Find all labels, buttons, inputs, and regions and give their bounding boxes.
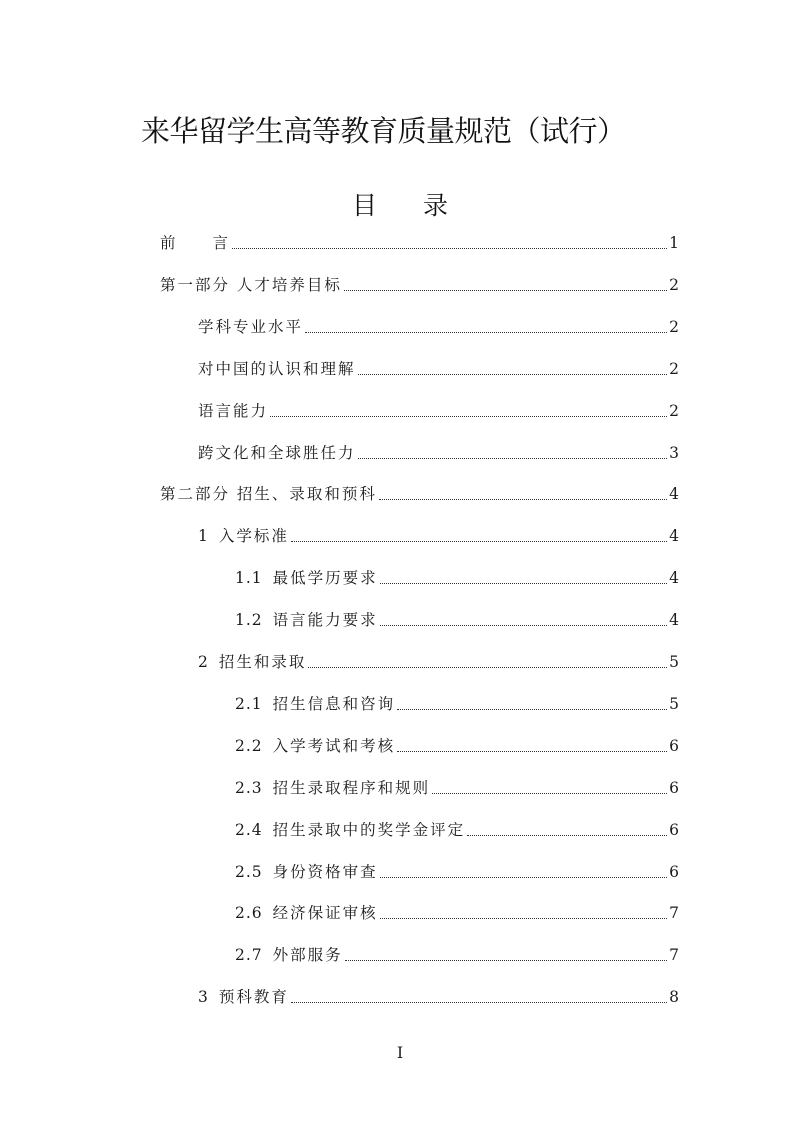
toc-entry[interactable]: [160, 483, 679, 505]
toc-entry-label: [235, 693, 395, 715]
toc-entry-number: 1.2: [235, 611, 263, 629]
toc-entry[interactable]: [235, 735, 679, 757]
toc-entry-text: 最低学历要求: [272, 569, 378, 587]
toc-dot-leader: [344, 289, 667, 291]
toc-entry[interactable]: [235, 609, 679, 631]
footer-page-number: I: [396, 1043, 404, 1062]
toc-entry-number: 2.1: [235, 695, 263, 713]
toc-entry[interactable]: [198, 525, 679, 547]
toc-entry-label: [198, 986, 289, 1008]
toc-dot-leader: [397, 750, 667, 752]
toc-entry-text: 对中国的认识和理解: [198, 360, 356, 378]
toc-entry-page: 4: [669, 527, 679, 545]
toc-entry-page: 3: [669, 444, 679, 462]
toc-entry-number: 1: [198, 527, 209, 545]
toc-dot-leader: [305, 331, 667, 333]
toc-entry-text: 外部服务: [272, 946, 343, 964]
toc-dot-leader: [380, 917, 667, 919]
toc-entry-number: 2.3: [235, 779, 263, 797]
toc-entry-page: 1: [669, 234, 679, 252]
toc-entry-page: 2: [669, 318, 679, 336]
toc-entry-page: 7: [669, 904, 679, 922]
toc-entry-label: [198, 442, 356, 464]
toc-entry-text: 语言能力: [198, 402, 269, 420]
toc-entry-label: [160, 274, 342, 296]
toc-dot-leader: [358, 457, 668, 459]
toc-entry-number: 2.2: [235, 737, 263, 755]
toc-entry-number: 2.5: [235, 863, 263, 881]
toc-entry-label: [198, 400, 268, 422]
toc-entry-text: 招生录取中的奖学金评定: [272, 821, 466, 839]
toc-entry[interactable]: [235, 944, 679, 966]
document-title: 来华留学生高等教育质量规范（试行）: [141, 114, 626, 148]
toc-entry-text: 跨文化和全球胜任力: [198, 444, 356, 462]
toc-entry[interactable]: [235, 902, 679, 924]
toc-entry-page: 2: [669, 402, 679, 420]
toc-dot-leader: [380, 876, 667, 878]
toc-dot-leader: [380, 582, 667, 584]
toc-entry-label: [235, 567, 378, 589]
toc-entry[interactable]: [160, 274, 679, 296]
toc-entry-page: 5: [669, 653, 679, 671]
toc-entry-page: 5: [669, 695, 679, 713]
toc-dot-leader: [291, 540, 667, 542]
toc-entry-number: 3: [198, 988, 209, 1006]
toc-entry-text: 前 言: [160, 234, 231, 252]
toc-entry-text: 招生和录取: [218, 653, 307, 671]
toc-entry[interactable]: [198, 358, 679, 380]
toc-entry-label: [235, 735, 395, 757]
toc-dot-leader: [358, 373, 668, 375]
toc-entry-number: 2.6: [235, 904, 263, 922]
toc-entry-label: [235, 609, 378, 631]
toc-entry-label: [198, 525, 289, 547]
toc-entry-number: 2.7: [235, 946, 263, 964]
toc-entry[interactable]: [235, 693, 679, 715]
toc-entry-page: 4: [669, 485, 679, 503]
toc-entry-label: [235, 819, 465, 841]
toc-dot-leader: [291, 1001, 667, 1003]
toc-entry-page: 6: [669, 821, 679, 839]
toc-heading: 目 录: [352, 191, 448, 220]
toc-dot-leader: [380, 624, 667, 626]
toc-entry[interactable]: [198, 651, 679, 673]
toc-entry-text: 身份资格审查: [272, 863, 378, 881]
toc-dot-leader: [379, 498, 667, 500]
toc-entry-page: 6: [669, 737, 679, 755]
toc-entry-number: 2.4: [235, 821, 263, 839]
toc-entry[interactable]: [198, 400, 679, 422]
toc-entry-text: 第二部分 招生、录取和预科: [160, 485, 377, 503]
toc-entry-label: [198, 651, 306, 673]
toc-entry[interactable]: [235, 819, 679, 841]
toc-entry-number: 2: [198, 653, 209, 671]
toc-entry-label: [235, 777, 430, 799]
toc-entry-text: 语言能力要求: [272, 611, 378, 629]
toc-entry-text: 学科专业水平: [198, 318, 304, 336]
toc-dot-leader: [270, 415, 667, 417]
toc-entry-page: 4: [669, 611, 679, 629]
toc-entry-label: [160, 232, 230, 254]
toc-entry[interactable]: [198, 442, 679, 464]
toc-entry-page: 4: [669, 569, 679, 587]
toc-entry-text: 第一部分 人才培养目标: [160, 276, 342, 294]
toc-entry-label: [198, 316, 303, 338]
toc-entry[interactable]: [235, 777, 679, 799]
toc-entry-text: 预科教育: [218, 988, 289, 1006]
toc-entry-label: [198, 358, 356, 380]
toc-dot-leader: [397, 708, 667, 710]
toc-entry-text: 经济保证审核: [272, 904, 378, 922]
toc-entry-page: 7: [669, 946, 679, 964]
toc-dot-leader: [308, 666, 667, 668]
toc-entry[interactable]: [198, 986, 679, 1008]
toc-entry[interactable]: [160, 232, 679, 254]
toc-entry-text: 招生信息和咨询: [272, 695, 396, 713]
toc-dot-leader: [345, 959, 667, 961]
toc-entry-label: [235, 944, 343, 966]
toc-entry-text: 入学考试和考核: [272, 737, 396, 755]
toc-entry[interactable]: [235, 861, 679, 883]
toc-entry[interactable]: [198, 316, 679, 338]
toc-entry-label: [160, 483, 377, 505]
toc-entry-page: 2: [669, 276, 679, 294]
toc-entry-page: 6: [669, 779, 679, 797]
toc-entry-text: 入学标准: [218, 527, 289, 545]
toc-entry-label: [235, 902, 378, 924]
toc-entry-label: [235, 861, 378, 883]
toc-entry-text: 招生录取程序和规则: [272, 779, 431, 797]
toc-dot-leader: [467, 834, 667, 836]
toc-dot-leader: [232, 247, 667, 249]
toc-entry-page: 6: [669, 863, 679, 881]
toc-entry-number: 1.1: [235, 569, 263, 587]
toc-dot-leader: [432, 792, 667, 794]
toc-entry[interactable]: [235, 567, 679, 589]
toc-entry-page: 8: [669, 988, 679, 1006]
toc-entry-page: 2: [669, 360, 679, 378]
